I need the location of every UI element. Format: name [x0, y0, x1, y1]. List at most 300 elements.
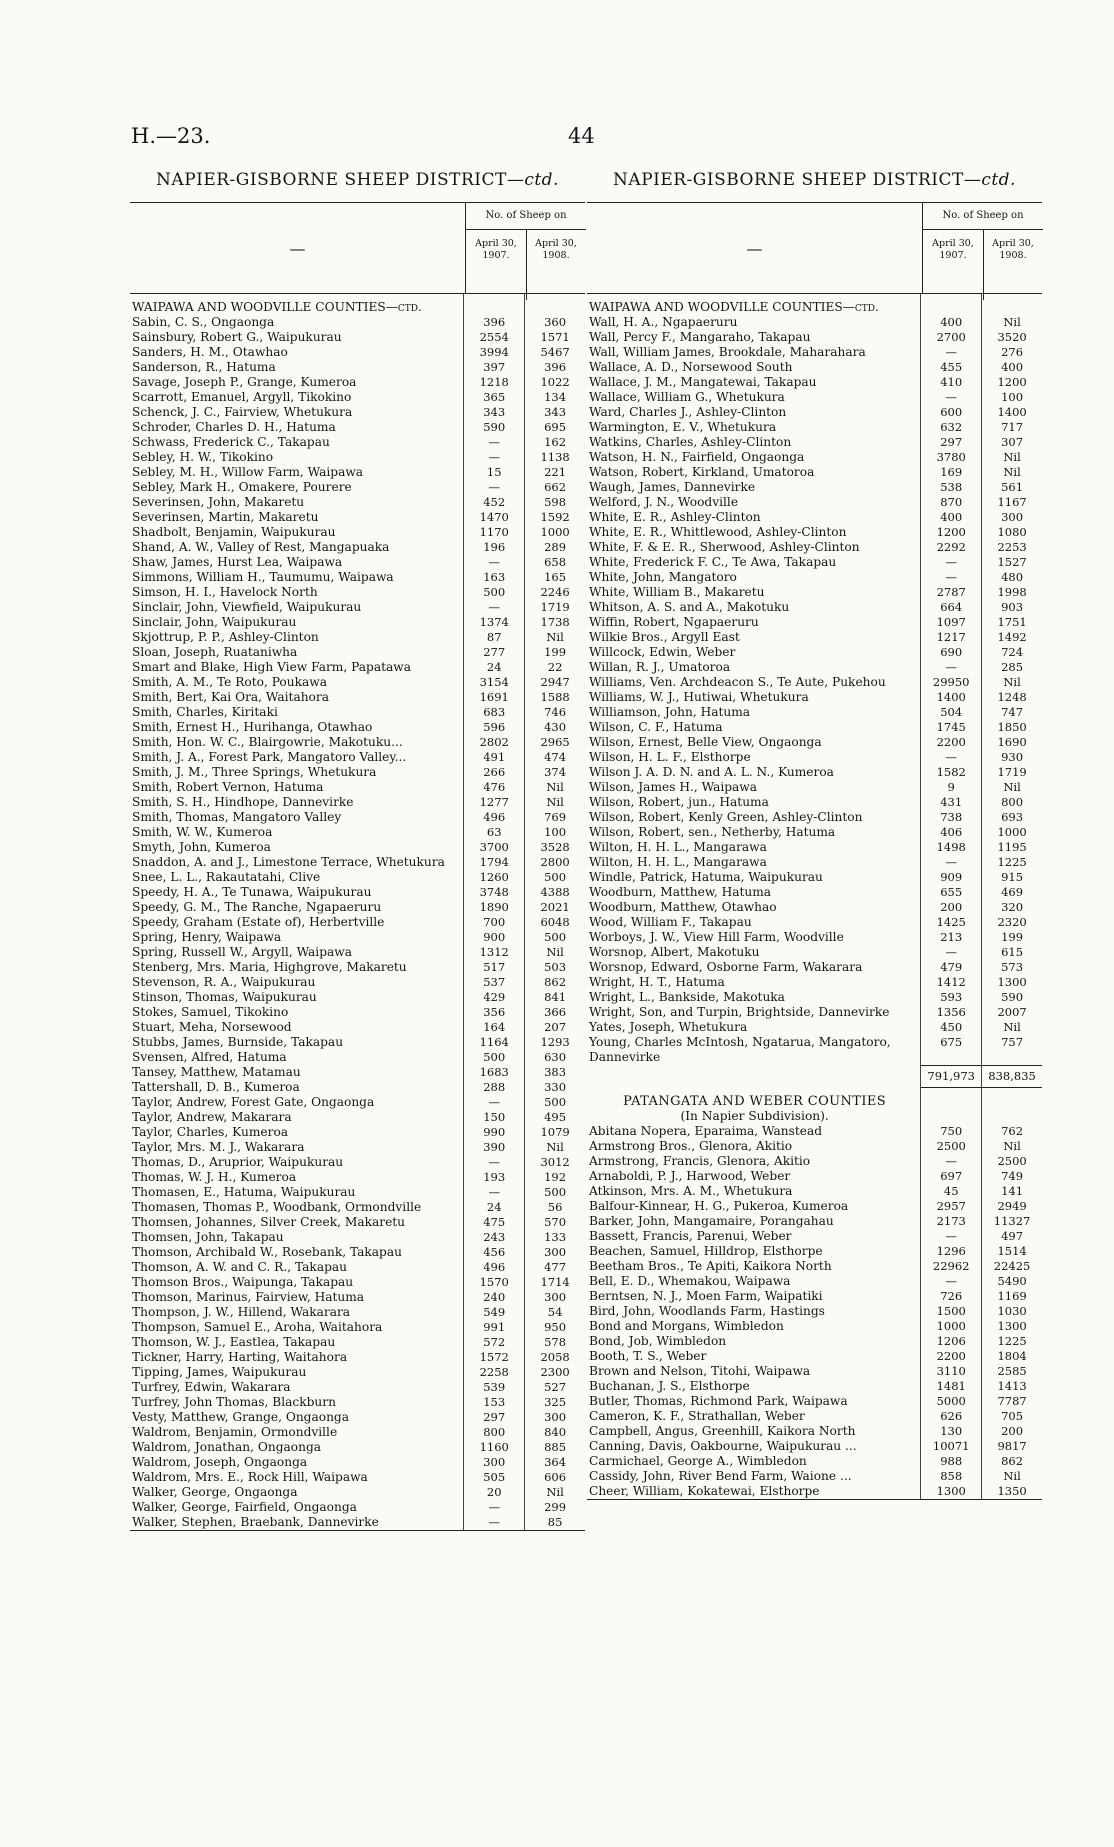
- sheep-1908-cell: 840: [544, 1425, 567, 1439]
- sheep-1907-cell: 1356: [921, 1005, 982, 1020]
- sheep-1907-cell: 163: [464, 570, 525, 585]
- table-row: [587, 825, 1042, 840]
- table-row: [587, 1169, 1042, 1184]
- table-row: [130, 1065, 585, 1080]
- owner-cell: Woodburn, Matthew, Otawhao: [587, 900, 921, 915]
- table-row: [587, 930, 1042, 945]
- owner-cell: Thomson, A. W. and C. R., Takapau: [130, 1260, 464, 1275]
- sheep-1908-cell: 2246: [540, 585, 570, 599]
- table-row: [587, 1020, 1042, 1035]
- sheep-1907-cell: 1890: [464, 900, 525, 915]
- owner-cell: Bird, John, Woodlands Farm, Hastings: [587, 1304, 921, 1319]
- sheep-1908-cell: 1248: [997, 690, 1027, 704]
- owner-cell: Turfrey, John Thomas, Blackburn: [130, 1395, 464, 1410]
- sheep-1908-cell: 1169: [997, 1289, 1027, 1303]
- sheep-1907-cell: 406: [921, 825, 982, 840]
- table-row: [587, 945, 1042, 960]
- table-row: [587, 1229, 1042, 1244]
- owner-cell: Cameron, K. F., Strathallan, Weber: [587, 1409, 921, 1424]
- sheep-1907-cell: 683: [464, 705, 525, 720]
- table-row: [130, 1245, 585, 1260]
- sheep-1908-cell: 500: [544, 1095, 567, 1109]
- sheep-1907-cell: 500: [464, 585, 525, 600]
- sheep-1907-cell: 3110: [921, 1364, 982, 1379]
- table-row: [130, 1290, 585, 1305]
- sheep-1907-cell: 3994: [464, 345, 525, 360]
- owner-cell: Thomsen, Johannes, Silver Creek, Makaretu: [130, 1215, 464, 1230]
- sheep-1907-cell: 5000: [921, 1394, 982, 1409]
- sheep-1907-cell: —: [464, 435, 525, 450]
- sheep-1908-cell: 3012: [540, 1155, 570, 1169]
- sheep-1907-cell: [464, 294, 525, 315]
- sheep-1908-cell: 9817: [997, 1439, 1027, 1453]
- sheep-1908-cell: 862: [544, 975, 567, 989]
- sheep-1908-cell: 3520: [997, 330, 1027, 344]
- owner-cell: Thomasen, E., Hatuma, Waipukurau: [130, 1185, 464, 1200]
- sheep-1908-cell: 570: [544, 1215, 567, 1229]
- table-row: [587, 975, 1042, 990]
- page-header-code: H.—23.: [131, 124, 211, 148]
- sheep-1908-cell: 724: [1001, 645, 1024, 659]
- owner-cell: Carmichael, George A., Wimbledon: [587, 1454, 921, 1469]
- sheep-1908-cell: 364: [544, 1455, 567, 1469]
- sheep-1908-cell: 1400: [997, 405, 1027, 419]
- sheep-1908-cell: 2965: [540, 735, 570, 749]
- owner-cell: Williamson, John, Hatuma: [587, 705, 921, 720]
- owner-cell: Sinclair, John, Viewfield, Waipukurau: [130, 600, 464, 615]
- sheep-1908-cell: 527: [544, 1380, 567, 1394]
- table-row: [130, 1095, 585, 1110]
- sheep-1908-cell: 1514: [997, 1244, 1027, 1258]
- sheep-1907-cell: 431: [921, 795, 982, 810]
- owner-cell: Berntsen, N. J., Moen Farm, Waipatiki: [587, 1289, 921, 1304]
- sheep-1908-cell: Nil: [546, 1485, 564, 1499]
- owner-cell: Stevenson, R. A., Waipukurau: [130, 975, 464, 990]
- owner-cell: Sainsbury, Robert G., Waipukurau: [130, 330, 464, 345]
- owner-cell: Wilson, Robert, jun., Hatuma: [587, 795, 921, 810]
- owner-cell: Waldrom, Joseph, Ongaonga: [130, 1455, 464, 1470]
- owner-cell: Williams, W. J., Hutiwai, Whetukura: [587, 690, 921, 705]
- table-row: [587, 645, 1042, 660]
- owner-cell: Taylor, Andrew, Forest Gate, Ongaonga: [130, 1095, 464, 1110]
- table-row: [130, 705, 585, 720]
- sheep-1907-cell: 20: [464, 1485, 525, 1500]
- table-row: [130, 795, 585, 810]
- owner-cell: Tattershall, D. B., Kumeroa: [130, 1080, 464, 1095]
- sheep-1907-cell: 1691: [464, 690, 525, 705]
- owner-cell: White, William B., Makaretu: [587, 585, 921, 600]
- sheep-1908-cell: 7787: [997, 1394, 1027, 1408]
- table-row: [587, 1214, 1042, 1229]
- table-row: [130, 810, 585, 825]
- table-row: [587, 1139, 1042, 1154]
- owner-cell: Vesty, Matthew, Grange, Ongaonga: [130, 1410, 464, 1425]
- sheep-1908-cell: 2058: [540, 1350, 570, 1364]
- table-row: [587, 660, 1042, 675]
- left-year1-header: April 30, 1907.: [466, 230, 527, 300]
- sheep-1908-cell: 2253: [997, 540, 1027, 554]
- owner-cell: Wall, H. A., Ngapaeruru: [587, 315, 921, 330]
- sheep-1907-cell: —: [921, 660, 982, 675]
- sheep-1907-cell: 1200: [921, 525, 982, 540]
- sheep-1907-cell: —: [464, 1185, 525, 1200]
- owner-cell: Booth, T. S., Weber: [587, 1349, 921, 1364]
- owner-cell: Watson, H. N., Fairfield, Ongaonga: [587, 450, 921, 465]
- owner-cell: Atkinson, Mrs. A. M., Whetukura: [587, 1184, 921, 1199]
- table-row: [587, 855, 1042, 870]
- table-row: [130, 315, 585, 330]
- owner-cell: Sebley, M. H., Willow Farm, Waipawa: [130, 465, 464, 480]
- sheep-1907-cell: 738: [921, 810, 982, 825]
- owner-cell: Thomasen, Thomas P., Woodbank, Ormondville: [130, 1200, 464, 1215]
- table-row: [130, 750, 585, 765]
- owner-cell: Taylor, Charles, Kumeroa: [130, 1125, 464, 1140]
- sheep-1907-cell: 29950: [921, 675, 982, 690]
- table-row: [587, 600, 1042, 615]
- sheep-1907-cell: 1425: [921, 915, 982, 930]
- table-row: [587, 390, 1042, 405]
- owner-cell: Smith, W. W., Kumeroa: [130, 825, 464, 840]
- sheep-1907-cell: 990: [464, 1125, 525, 1140]
- sheep-1908-cell: 885: [544, 1440, 567, 1454]
- table-row: [130, 570, 585, 585]
- sheep-1907-cell: 277: [464, 645, 525, 660]
- table-row: [130, 975, 585, 990]
- sheep-1907-cell: 153: [464, 1395, 525, 1410]
- owner-cell: Savage, Joseph P., Grange, Kumeroa: [130, 375, 464, 390]
- sheep-1907-cell: 505: [464, 1470, 525, 1485]
- table-row: [130, 1125, 585, 1140]
- table-row: [130, 1080, 585, 1095]
- table-row: [587, 1289, 1042, 1304]
- table-row: [587, 720, 1042, 735]
- owner-cell: Wilkie Bros., Argyll East: [587, 630, 921, 645]
- sheep-1907-cell: 2200: [921, 1349, 982, 1364]
- sheep-1908-cell: 2585: [997, 1364, 1027, 1378]
- sheep-1908-cell: 285: [1001, 660, 1024, 674]
- owner-cell: Waldrom, Benjamin, Ormondville: [130, 1425, 464, 1440]
- sheep-1908-cell: 54: [547, 1305, 563, 1319]
- owner-cell: Wilson, H. L. F., Elsthorpe: [587, 750, 921, 765]
- owner-cell: Smith, Thomas, Mangatoro Valley: [130, 810, 464, 825]
- right-group-title: No. of Sheep on: [923, 203, 1043, 230]
- owner-cell: Sabin, C. S., Ongaonga: [130, 315, 464, 330]
- sheep-1907-cell: 3154: [464, 675, 525, 690]
- owner-cell: Wilson, James H., Waipawa: [587, 780, 921, 795]
- table-row: [130, 375, 585, 390]
- sheep-1907-cell: 1260: [464, 870, 525, 885]
- table-row: [587, 375, 1042, 390]
- owner-cell: Thomson, Archibald W., Rosebank, Takapau: [130, 1245, 464, 1260]
- owner-cell: Stokes, Samuel, Tikokino: [130, 1005, 464, 1020]
- table-row: [587, 360, 1042, 375]
- sheep-1907-cell: 3780: [921, 450, 982, 465]
- sheep-1907-cell: 517: [464, 960, 525, 975]
- sheep-1907-cell: 300: [464, 1455, 525, 1470]
- owner-cell: Brown and Nelson, Titohi, Waipawa: [587, 1364, 921, 1379]
- owner-cell: Tansey, Matthew, Matamau: [130, 1065, 464, 1080]
- owner-cell: Waugh, James, Dannevirke: [587, 480, 921, 495]
- sheep-1907-cell: 1374: [464, 615, 525, 630]
- table-row: [130, 1470, 585, 1485]
- owner-cell: Schenck, J. C., Fairview, Whetukura: [130, 405, 464, 420]
- owner-cell: White, John, Mangatoro: [587, 570, 921, 585]
- owner-cell: Wilton, H. H. L., Mangarawa: [587, 855, 921, 870]
- sheep-1908-cell: 289: [544, 540, 567, 554]
- sheep-1908-cell: 1998: [997, 585, 1027, 599]
- owner-cell: Abitana Nopera, Eparaima, Wanstead: [587, 1124, 921, 1139]
- table-row: [587, 1199, 1042, 1214]
- sheep-1908-cell: [982, 1109, 1042, 1124]
- sheep-1908-cell: 11327: [993, 1214, 1031, 1228]
- sheep-1908-cell: 1413: [997, 1379, 1027, 1393]
- sheep-1907-cell: 2802: [464, 735, 525, 750]
- owner-cell: Campbell, Angus, Greenhill, Kaikora North: [587, 1424, 921, 1439]
- owner-cell: Yates, Joseph, Whetukura: [587, 1020, 921, 1035]
- sheep-1908-cell: 769: [544, 810, 567, 824]
- sheep-1908-cell: 6048: [540, 915, 570, 929]
- owner-cell: Turfrey, Edwin, Wakarara: [130, 1380, 464, 1395]
- owner-cell: Smith, Bert, Kai Ora, Waitahora: [130, 690, 464, 705]
- sheep-1907-cell: 537: [464, 975, 525, 990]
- sheep-1908-cell: 497: [1001, 1229, 1024, 1243]
- owner-cell: Smith, S. H., Hindhope, Dannevirke: [130, 795, 464, 810]
- table-row: [587, 1349, 1042, 1364]
- sheep-1908-cell: 1719: [997, 765, 1027, 779]
- owner-cell: Bond, Job, Wimbledon: [587, 1334, 921, 1349]
- sheep-1908-cell: 658: [544, 555, 567, 569]
- owner-cell: Stenberg, Mrs. Maria, Highgrove, Makaretu: [130, 960, 464, 975]
- sheep-1907-cell: 675: [921, 1035, 982, 1065]
- owner-cell: Sebley, Mark H., Omakere, Pourere: [130, 480, 464, 495]
- sheep-1908-cell: 199: [544, 645, 567, 659]
- table-row: [587, 420, 1042, 435]
- table-row: [130, 1350, 585, 1365]
- owner-cell: [587, 1065, 921, 1088]
- table-row: [130, 1515, 585, 1530]
- table-row: [130, 1335, 585, 1350]
- owner-cell: Butler, Thomas, Richmond Park, Waipawa: [587, 1394, 921, 1409]
- table-row: [587, 450, 1042, 465]
- table-row: [587, 1184, 1042, 1199]
- sheep-1908-cell: 561: [1001, 480, 1024, 494]
- sheep-1907-cell: 455: [921, 360, 982, 375]
- table-row: [587, 1334, 1042, 1349]
- sheep-1908-cell: 366: [544, 1005, 567, 1019]
- table-row: [130, 480, 585, 495]
- sheep-1907-cell: —: [921, 750, 982, 765]
- sheep-1907-cell: 626: [921, 1409, 982, 1424]
- sheep-1907-cell: —: [464, 555, 525, 570]
- sheep-1908-cell: 1225: [997, 855, 1027, 869]
- owner-cell: Stinson, Thomas, Waipukurau: [130, 990, 464, 1005]
- sheep-1908-cell: 838,835: [982, 1065, 1042, 1088]
- owner-cell: Tipping, James, Waipukurau: [130, 1365, 464, 1380]
- table-row: [587, 780, 1042, 795]
- table-row: [130, 1485, 585, 1500]
- owner-cell: Snee, L. L., Rakautatahi, Clive: [130, 870, 464, 885]
- table-row: [130, 900, 585, 915]
- sheep-1907-cell: 600: [921, 405, 982, 420]
- sheep-1908-cell: 862: [1001, 1454, 1024, 1468]
- owner-cell: Thomsen, John, Takapau: [130, 1230, 464, 1245]
- sheep-1907-cell: 632: [921, 420, 982, 435]
- table-row: [130, 765, 585, 780]
- sheep-1908-cell: Nil: [1003, 465, 1021, 479]
- table-row: [587, 615, 1042, 630]
- sheep-1907-cell: 791,973: [921, 1065, 982, 1088]
- table-row: [587, 465, 1042, 480]
- sheep-1907-cell: 909: [921, 870, 982, 885]
- table-row: [130, 330, 585, 345]
- owner-cell: Whitson, A. S. and A., Makotuku: [587, 600, 921, 615]
- table-row: [587, 1394, 1042, 1409]
- sheep-1908-cell: 360: [544, 315, 567, 329]
- owner-cell: Wilson, Ernest, Belle View, Ongaonga: [587, 735, 921, 750]
- table-row: [587, 540, 1042, 555]
- sheep-1908-cell: 503: [544, 960, 567, 974]
- sheep-1908-cell: Nil: [1003, 780, 1021, 794]
- owner-cell: Willan, R. J., Umatoroa: [587, 660, 921, 675]
- sheep-1907-cell: 1218: [464, 375, 525, 390]
- table-row: [587, 1244, 1042, 1259]
- sheep-1908-cell: 56: [547, 1200, 563, 1214]
- owner-cell: Thomas, W. J. H., Kumeroa: [130, 1170, 464, 1185]
- sheep-1908-cell: 307: [1001, 435, 1024, 449]
- sheep-1908-cell: 300: [1001, 510, 1024, 524]
- sheep-1907-cell: 572: [464, 1335, 525, 1350]
- sheep-1907-cell: 213: [921, 930, 982, 945]
- sheep-1908-cell: Nil: [546, 795, 564, 809]
- sheep-1907-cell: —: [921, 345, 982, 360]
- sheep-1907-cell: 1683: [464, 1065, 525, 1080]
- table-row: [587, 1304, 1042, 1319]
- sheep-1907-cell: 196: [464, 540, 525, 555]
- sheep-1908-cell: 2949: [997, 1199, 1027, 1213]
- sheep-1907-cell: —: [464, 1500, 525, 1515]
- sheep-1908-cell: 396: [544, 360, 567, 374]
- table-row: [587, 525, 1042, 540]
- table-row: [130, 945, 585, 960]
- sheep-1908-cell: 1138: [540, 450, 570, 464]
- sheep-1908-cell: 1690: [997, 735, 1027, 749]
- sheep-1908-cell: Nil: [1003, 675, 1021, 689]
- sheep-1908-cell: 320: [1001, 900, 1024, 914]
- owner-cell: WAIPAWA AND WOODVILLE COUNTIES—ctd.: [587, 294, 921, 315]
- owner-cell: Severinsen, John, Makaretu: [130, 495, 464, 510]
- sheep-1908-cell: 1195: [997, 840, 1027, 854]
- sheep-1907-cell: 400: [921, 510, 982, 525]
- owner-cell: Stubbs, James, Burnside, Takapau: [130, 1035, 464, 1050]
- sheep-1908-cell: Nil: [1003, 1139, 1021, 1153]
- sheep-1907-cell: 356: [464, 1005, 525, 1020]
- sheep-1908-cell: 300: [544, 1410, 567, 1424]
- owner-cell: Wilton, H. H. L., Mangarawa: [587, 840, 921, 855]
- sheep-1907-cell: 288: [464, 1080, 525, 1095]
- owner-cell: Canning, Davis, Oakbourne, Waipukurau ...: [587, 1439, 921, 1454]
- sheep-1907-cell: 504: [921, 705, 982, 720]
- table-row: [130, 345, 585, 360]
- right-year2-header: April 30, 1908.: [992, 238, 1034, 261]
- sheep-1908-cell: 662: [544, 480, 567, 494]
- sheep-1907-cell: 475: [464, 1215, 525, 1230]
- left-table-header: [130, 202, 585, 294]
- sheep-1908-cell: 1022: [540, 375, 570, 389]
- sheep-1908-cell: 746: [544, 705, 567, 719]
- section-heading-row: [587, 1088, 1042, 1109]
- sheep-1908-cell: 598: [544, 495, 567, 509]
- sheep-1908-cell: 2320: [997, 915, 1027, 929]
- sheep-1908-cell: 2300: [540, 1365, 570, 1379]
- table-row: [130, 1230, 585, 1245]
- owner-cell: Bond and Morgans, Wimbledon: [587, 1319, 921, 1334]
- owner-cell: Wallace, J. M., Mangatewai, Takapau: [587, 375, 921, 390]
- sheep-1908-cell: 85: [547, 1515, 563, 1529]
- sheep-1907-cell: 496: [464, 810, 525, 825]
- owner-cell: Walker, George, Ongaonga: [130, 1485, 464, 1500]
- sheep-1907-cell: 596: [464, 720, 525, 735]
- sheep-1908-cell: 330: [544, 1080, 567, 1094]
- table-row: [587, 1274, 1042, 1289]
- sheep-1908-cell: 749: [1001, 1169, 1024, 1183]
- owner-cell: Walker, George, Fairfield, Ongaonga: [130, 1500, 464, 1515]
- table-row: [130, 450, 585, 465]
- table-row: [130, 585, 585, 600]
- owner-cell: Wright, L., Bankside, Makotuka: [587, 990, 921, 1005]
- sheep-1907-cell: 10071: [921, 1439, 982, 1454]
- sheep-1908-cell: 300: [544, 1245, 567, 1259]
- sheep-1907-cell: 297: [921, 435, 982, 450]
- table-row: [130, 465, 585, 480]
- sheep-1907-cell: 539: [464, 1380, 525, 1395]
- table-row: [130, 825, 585, 840]
- sheep-1908-cell: 1000: [997, 825, 1027, 839]
- sheep-1907-cell: 690: [921, 645, 982, 660]
- sheep-1908-cell: 2021: [540, 900, 570, 914]
- table-row: [587, 1035, 1042, 1065]
- sheep-1908-cell: 590: [1001, 990, 1024, 1004]
- sheep-1908-cell: 841: [544, 990, 567, 1004]
- table-row: [130, 1305, 585, 1320]
- table-row: [587, 1409, 1042, 1424]
- sheep-1908-cell: Nil: [546, 945, 564, 959]
- owner-cell: Skjottrup, P. P., Ashley-Clinton: [130, 630, 464, 645]
- sheep-1907-cell: 1582: [921, 765, 982, 780]
- table-row: [130, 870, 585, 885]
- table-row: [130, 435, 585, 450]
- sheep-1908-cell: 1293: [540, 1035, 570, 1049]
- sheep-1907-cell: 538: [921, 480, 982, 495]
- owner-cell: Smith, Hon. W. C., Blairgowrie, Makotuku...: [130, 735, 464, 750]
- sheep-1907-cell: 590: [464, 420, 525, 435]
- table-row: [130, 495, 585, 510]
- sheep-1908-cell: 578: [544, 1335, 567, 1349]
- sheep-1907-cell: 240: [464, 1290, 525, 1305]
- owner-cell: Thompson, Samuel E., Aroha, Waitahora: [130, 1320, 464, 1335]
- table-row: [130, 990, 585, 1005]
- sheep-1908-cell: 495: [544, 1110, 567, 1124]
- table-row: [587, 570, 1042, 585]
- owner-cell: Barker, John, Mangamaire, Porangahau: [587, 1214, 921, 1229]
- owner-cell: Cassidy, John, River Bend Farm, Waione ...: [587, 1469, 921, 1484]
- sheep-1908-cell: 1804: [997, 1349, 1027, 1363]
- table-row: [587, 345, 1042, 360]
- sheep-1908-cell: 717: [1001, 420, 1024, 434]
- sheep-1907-cell: 452: [464, 495, 525, 510]
- table-row: [587, 1259, 1042, 1274]
- sheep-1908-cell: 1738: [540, 615, 570, 629]
- sheep-1907-cell: 870: [921, 495, 982, 510]
